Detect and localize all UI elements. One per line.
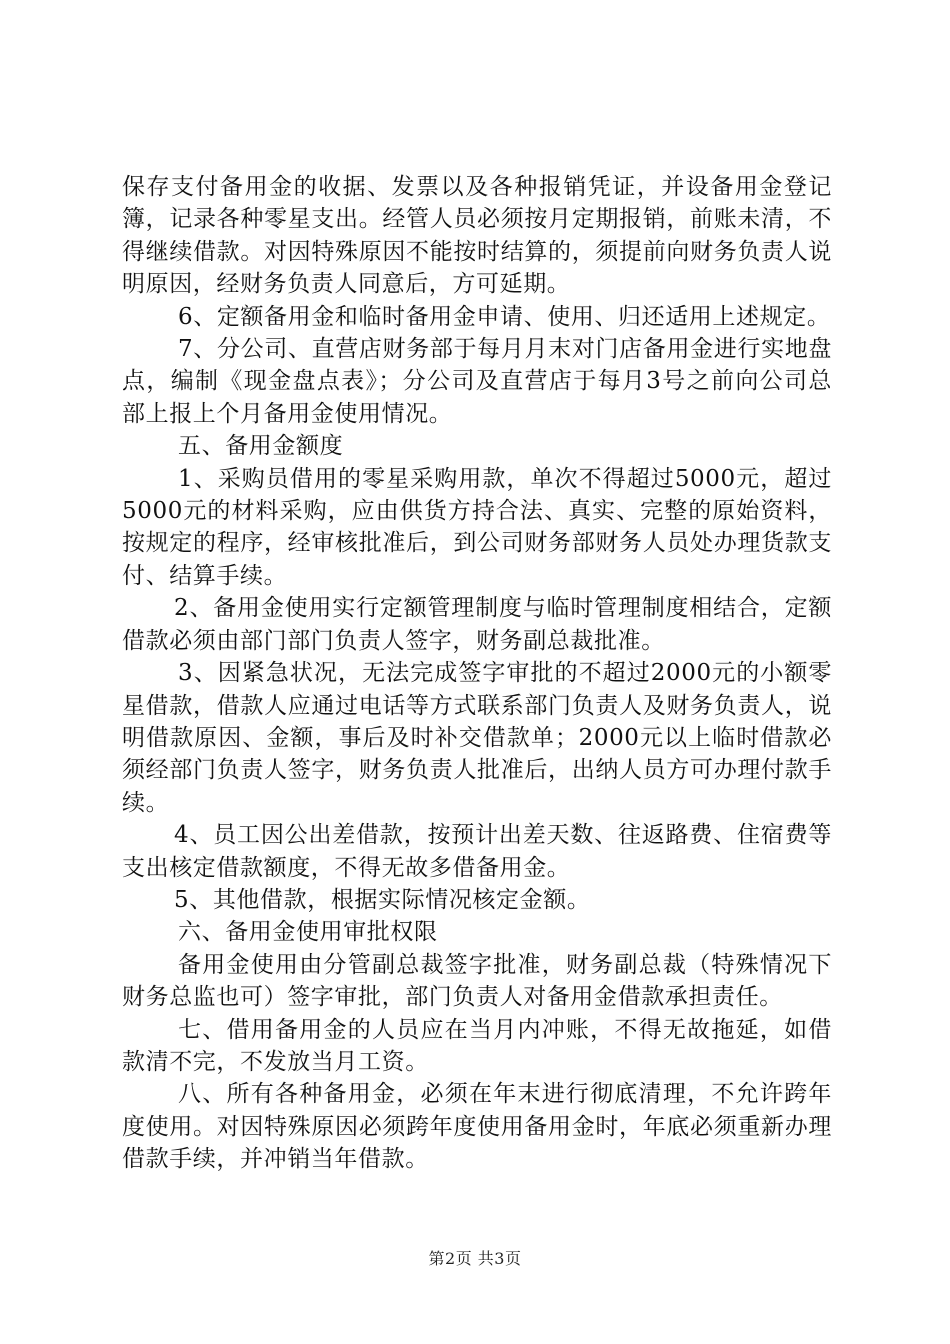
paragraph-section5-item-4: 4、员工因公出差借款，按预计出差天数、往返路费、住宿费等支出核定借款额度，不得无故多借备用金。 bbox=[122, 822, 832, 881]
paragraph-section5-item-5: 5、其他借款，根据实际情况核定金额。 bbox=[174, 886, 591, 913]
paragraph-section5-item-1: 1、采购员借用的零星采购用款，单次不得超过5000元，超过5000元的材料采购，应由供货方持合法、真实、完整的原始资料，按规定的程序，经审核批准后，到公司财务部财务人员处办理货款支付、结算手续。 bbox=[122, 465, 832, 589]
paragraph-item-6: 6、定额备用金和临时备用金申请、使用、归还适用上述规定。 bbox=[178, 303, 831, 330]
paragraph-continuation: 保存支付备用金的收据、发票以及各种报销凭证，并设备用金登记簿，记录各种零星支出。经管人员必须按月定期报销，前账未清，不得继续借款。对因特殊原因不能按时结算的，须提前向财务负责人说明原因，经财务负责人同意后，方可延期。 bbox=[122, 174, 832, 298]
paragraph-section5-item-2: 2、备用金使用实行定额管理制度与临时管理制度相结合，定额借款必须由部门部门负责人签字，财务副总裁批准。 bbox=[122, 595, 832, 654]
section-heading-6: 六、备用金使用审批权限 bbox=[178, 919, 438, 946]
paragraph-section8: 八、所有各种备用金，必须在年末进行彻底清理，不允许跨年度使用。对因特殊原因必须跨年度使用备用金时，年底必须重新办理借款手续，并冲销当年借款。 bbox=[122, 1081, 832, 1173]
document-body bbox=[122, 171, 832, 1176]
page-footer bbox=[0, 1246, 950, 1269]
paragraph-section5-item-3: 3、因紧急状况，无法完成签字审批的不超过2000元的小额零星借款，借款人应通过电话等方式联系部门负责人及财务负责人，说明借款原因、金额，事后及时补交借款单；2000元以上临时借款必须经部门负责人签字，财务负责人批准后，出纳人员方可办理付款手续。 bbox=[122, 660, 832, 816]
paragraph-item-7: 7、分公司、直营店财务部于每月月末对门店备用金进行实地盘点，编制《现金盘点表》；分公司及直营店于每月3号之前向公司总部上报上个月备用金使用情况。 bbox=[122, 336, 832, 427]
section-heading-5: 五、备用金额度 bbox=[178, 433, 344, 460]
page-number-label: 第2页 共3页 bbox=[428, 1249, 522, 1268]
paragraph-section6-body: 备用金使用由分管副总裁签字批准，财务副总裁（特殊情况下财务总监也可）签字审批，部门负责人对备用金借款承担责任。 bbox=[122, 951, 832, 1011]
paragraph-section7: 七、借用备用金的人员应在当月内冲账，不得无故拖延，如借款清不完，不发放当月工资。 bbox=[122, 1016, 832, 1075]
